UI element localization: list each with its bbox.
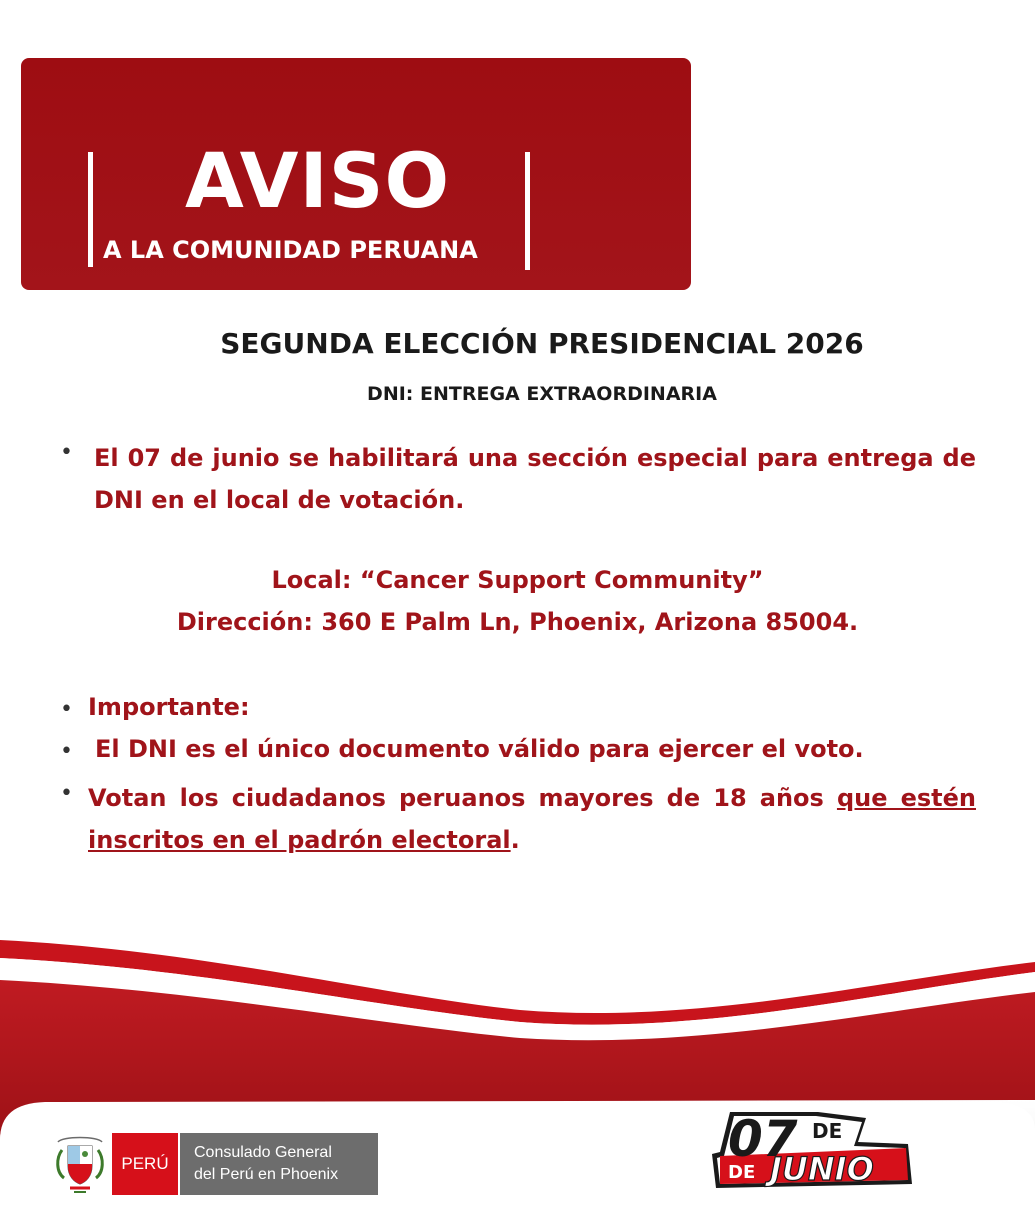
- aviso-subtitle: A LA COMUNIDAD PERUANA: [103, 236, 478, 264]
- main-heading: SEGUNDA ELECCIÓN PRESIDENCIAL 2026: [220, 327, 864, 360]
- importante-label: Importante:: [88, 693, 250, 721]
- logo-junio: JUNIO: [770, 1150, 874, 1188]
- aviso-title: AVISO: [185, 136, 451, 225]
- banner-left-bar: [88, 152, 93, 267]
- paragraph-dni-section: El 07 de junio se habilitará una sección especial para entrega de DNI en el local de votación.: [94, 444, 976, 514]
- bullet-2: •: [60, 697, 73, 722]
- logo-de-top: DE: [812, 1119, 843, 1143]
- aviso-banner: [21, 58, 691, 290]
- sub-heading: DNI: ENTREGA EXTRAORDINARIA: [367, 383, 717, 405]
- logo-de-bottom: DE: [728, 1162, 756, 1183]
- votan-suffix: .: [510, 826, 520, 854]
- votan-prefix: Votan los ciudadanos peruanos mayores de 18 años: [88, 784, 837, 812]
- logo-07-text: 07: [728, 1110, 798, 1168]
- direccion-line: Dirección: 360 E Palm Ln, Phoenix, Arizona 85004.: [176, 608, 859, 636]
- peru-label: PERÚ: [112, 1133, 178, 1195]
- bullet-4: •: [60, 781, 73, 806]
- dni-note: El DNI es el único documento válido para ejercer el voto.: [95, 735, 864, 763]
- consulado-label: [180, 1133, 378, 1195]
- peru-coat-of-arms-icon: [52, 1132, 108, 1196]
- consulado-line-1: Consulado General: [194, 1144, 332, 1161]
- votan-underlined: que estén inscritos en el padrón electoral: [88, 784, 976, 854]
- bullet-3: •: [60, 739, 73, 764]
- bullet-1: •: [60, 440, 73, 465]
- local-line: Local: “Cancer Support Community”: [271, 566, 764, 594]
- banner-right-bar: [525, 152, 530, 270]
- votan-paragraph: [88, 777, 976, 861]
- consulado-line-2: del Perú en Phoenix: [194, 1166, 339, 1183]
- 07-de-junio-logo: [708, 1108, 918, 1198]
